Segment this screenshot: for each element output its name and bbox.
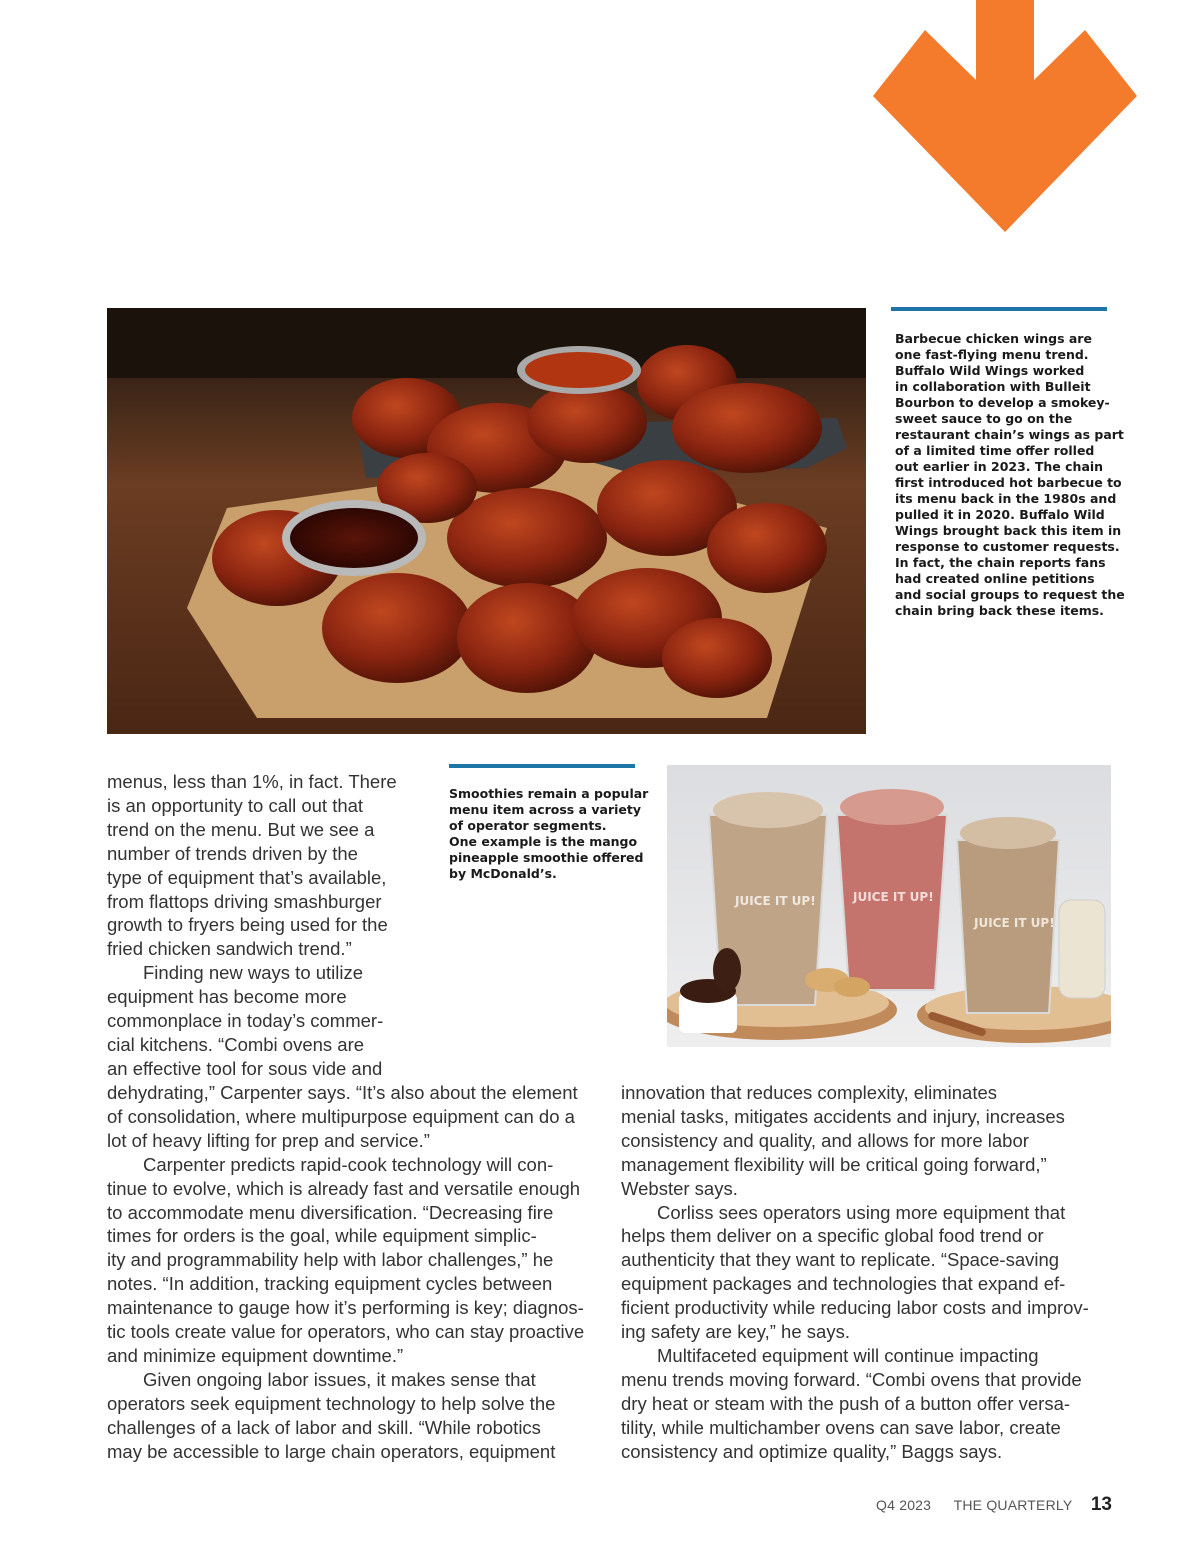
article-column-1-top [107, 770, 397, 1081]
text-line: type of equipment that’s available, [107, 866, 387, 888]
text-line: its menu back in the 1980s and [895, 491, 1117, 506]
text-line: of consolidation, where multipurpose equipment can do a [107, 1105, 575, 1127]
cup-logo: JUICE IT UP! [974, 916, 1055, 930]
text-line: ity and programmability help with labor challenges,” he [107, 1249, 554, 1271]
text-line: one fast-flying menu trend. [895, 347, 1089, 362]
text-line: Bourbon to develop a smokey- [895, 395, 1110, 410]
text-line: operators seek equipment technology to help solve the [107, 1392, 556, 1414]
article-column-2 [621, 1081, 1089, 1464]
down-arrow-icon [870, 0, 1140, 232]
text-line: management flexibility will be critical going forward,” [621, 1153, 1047, 1175]
text-line: dry heat or steam with the push of a button offer versa- [621, 1392, 1071, 1414]
text-line: innovation that reduces complexity, eliminates [621, 1082, 998, 1103]
text-line: Corliss sees operators using more equipment that [657, 1201, 1066, 1223]
text-line: to accommodate menu diversification. “Decreasing fire [107, 1201, 554, 1223]
text-line: challenges of a lack of labor and skill. “While robotics [107, 1416, 541, 1438]
wings-caption [895, 331, 1125, 619]
text-line: trend on the menu. But we see a [107, 818, 375, 840]
text-line: menu trends moving forward. “Combi ovens that provide [621, 1368, 1082, 1390]
text-line: Smoothies remain a popular [449, 786, 649, 801]
text-line: Carpenter predicts rapid-cook technology will con- [143, 1153, 554, 1175]
text-line: times for orders is the goal, while equipment simplic- [107, 1225, 537, 1247]
text-line: restaurant chain’s wings as part [895, 427, 1124, 442]
text-line: fried chicken sandwich trend.” [107, 938, 352, 960]
text-line: notes. “In addition, tracking equipment cycles between [107, 1273, 553, 1295]
text-line: of operator segments. [449, 818, 607, 833]
text-line: menus, less than 1%, in fact. There [107, 771, 397, 792]
text-line: equipment packages and technologies that expand ef- [621, 1273, 1066, 1295]
issue-label: Q4 2023 [876, 1497, 932, 1513]
text-line: cial kitchens. “Combi ovens are [107, 1033, 365, 1055]
cup-logo: JUICE IT UP! [853, 890, 934, 904]
smoothie-caption [449, 786, 648, 882]
text-line: maintenance to gauge how it’s performing is key; diagnos- [107, 1297, 584, 1319]
text-line: consistency and quality, and allows for more labor [621, 1129, 1029, 1151]
text-line: and social groups to request the [895, 587, 1125, 602]
text-line: Wings brought back this item in [895, 523, 1122, 538]
publication-name: THE QUARTERLY [953, 1497, 1073, 1513]
text-line: dehydrating,” Carpenter says. “It’s also about the element [107, 1082, 578, 1103]
text-line: may be accessible to large chain operators, equipment [107, 1440, 556, 1462]
text-line: is an opportunity to call out that [107, 794, 364, 816]
text-line: authenticity that they want to replicate. “Space-saving [621, 1249, 1060, 1271]
text-line: tinue to evolve, which is already fast and versatile enough [107, 1177, 581, 1199]
text-line: chain bring back these items. [895, 603, 1104, 618]
text-line: response to customer requests. [895, 539, 1120, 554]
text-line: of a limited time offer rolled [895, 443, 1095, 458]
text-line: equipment has become more [107, 986, 347, 1008]
text-line: In fact, the chain reports fans [895, 555, 1106, 570]
caption-rule [449, 764, 635, 768]
text-line: Barbecue chicken wings are [895, 331, 1092, 346]
text-line: menial tasks, mitigates accidents and injury, increases [621, 1105, 1065, 1127]
text-line: out earlier in 2023. The chain [895, 459, 1104, 474]
text-line: Webster says. [621, 1177, 738, 1199]
text-line: an effective tool for sous vide and [107, 1057, 383, 1079]
text-line: tic tools create value for operators, who can stay proactive [107, 1321, 585, 1343]
text-line: number of trends driven by the [107, 842, 358, 864]
page-number: 13 [1090, 1494, 1112, 1515]
wings-photo [107, 308, 866, 734]
page-footer [876, 1494, 1112, 1516]
text-line: in collaboration with Bulleit [895, 379, 1091, 394]
caption-rule [891, 307, 1107, 311]
text-line: from flattops driving smashburger [107, 890, 382, 912]
text-line: tility, while multichamber ovens can save labor, create [621, 1416, 1061, 1438]
text-line: first introduced hot barbecue to [895, 475, 1122, 490]
text-line: Finding new ways to utilize [143, 962, 364, 984]
smoothie-photo [667, 765, 1111, 1047]
text-line: sweet sauce to go on the [895, 411, 1073, 426]
text-line: Buffalo Wild Wings worked [895, 363, 1085, 378]
text-line: pineapple smoothie offered [449, 850, 644, 865]
text-line: ficient productivity while reducing labor costs and improv- [621, 1297, 1089, 1319]
text-line: menu item across a variety [449, 802, 642, 817]
text-line: helps them deliver on a specific global food trend or [621, 1225, 1044, 1247]
text-line: and minimize equipment downtime.” [107, 1344, 404, 1366]
text-line: consistency and optimize quality,” Baggs says. [621, 1440, 1003, 1462]
text-line: lot of heavy lifting for prep and service.” [107, 1129, 430, 1151]
text-line: pulled it in 2020. Buffalo Wild [895, 507, 1105, 522]
text-line: One example is the mango [449, 834, 638, 849]
text-line: had created online petitions [895, 571, 1095, 586]
text-line: commonplace in today’s commer- [107, 1010, 384, 1032]
text-line: growth to fryers being used for the [107, 914, 388, 936]
article-column-1-bottom [107, 1081, 584, 1464]
cup-logo: JUICE IT UP! [735, 894, 816, 908]
text-line: ing safety are key,” he says. [621, 1321, 850, 1343]
text-line: Given ongoing labor issues, it makes sense that [143, 1368, 536, 1390]
text-line: by McDonald’s. [449, 866, 557, 881]
text-line: Multifaceted equipment will continue impacting [657, 1344, 1039, 1366]
